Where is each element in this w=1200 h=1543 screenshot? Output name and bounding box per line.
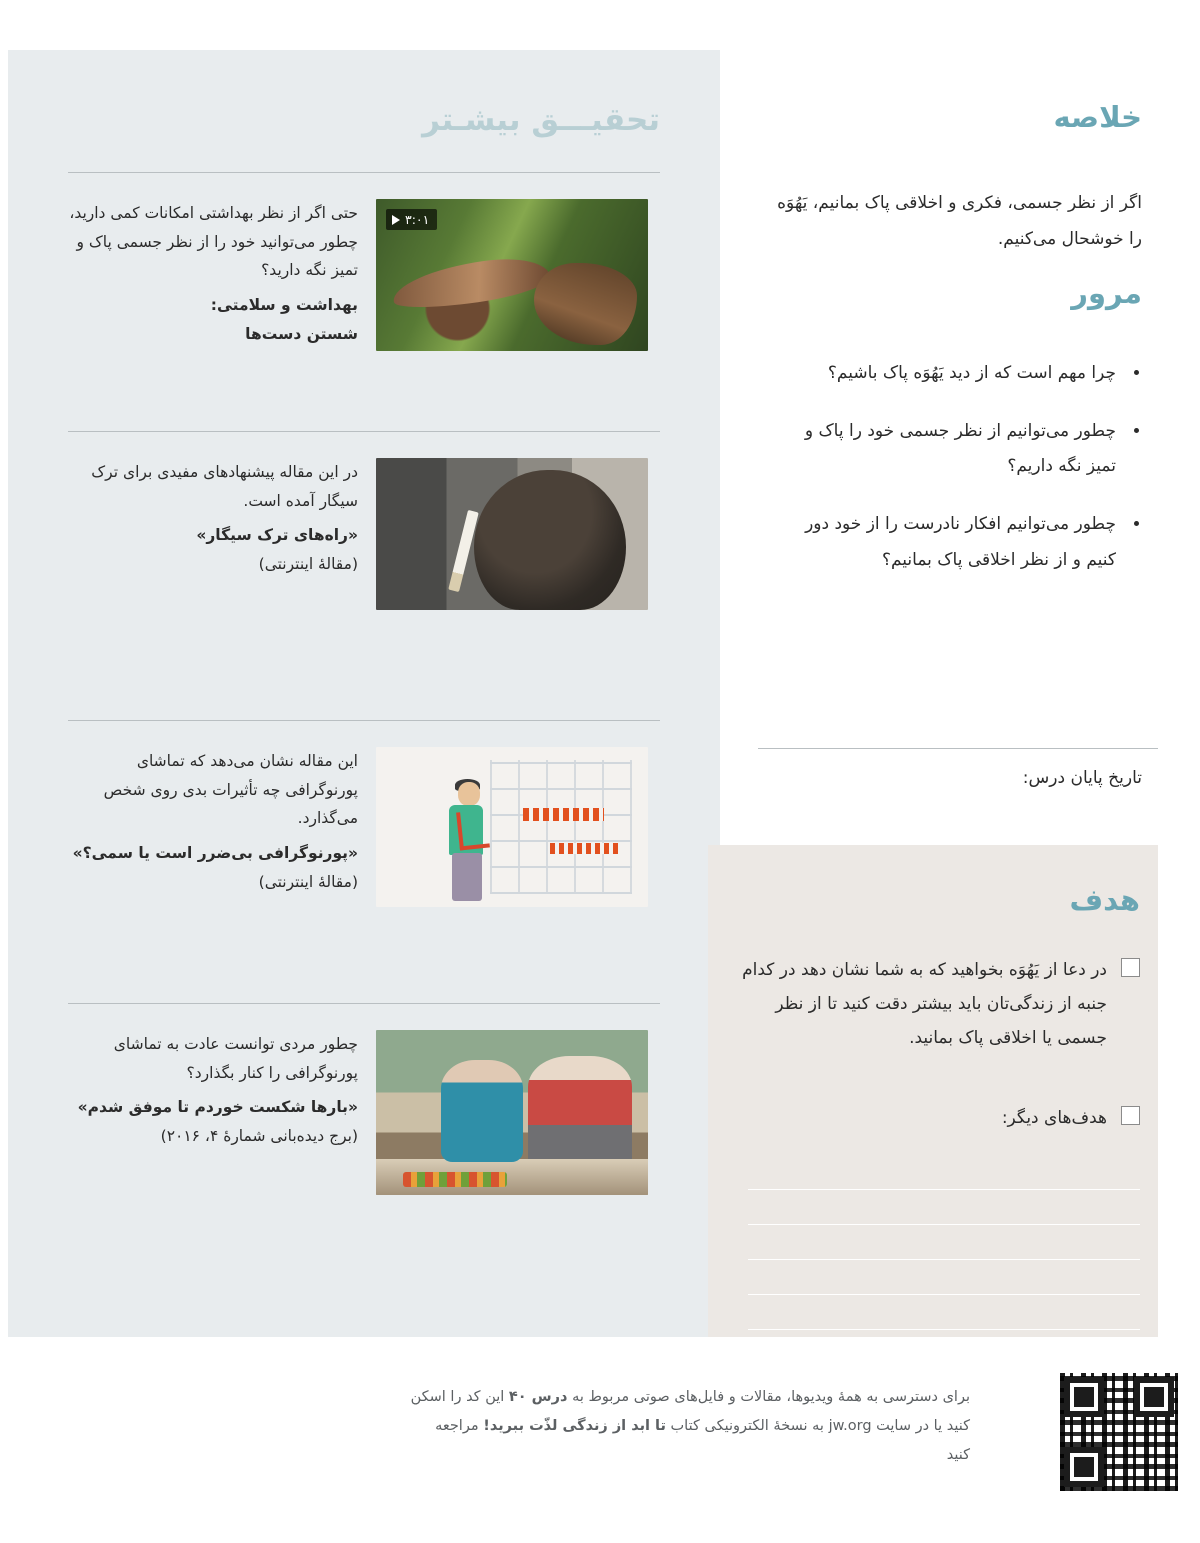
checkbox-icon[interactable]: [1121, 958, 1140, 977]
qr-finder-icon: [1064, 1377, 1104, 1417]
research-item-description: چطور مردی توانست عادت به تماشای پورنوگرافی را کنار بگذارد؟: [113, 1035, 358, 1082]
research-items-list: [8, 172, 720, 1195]
research-item-description: حتی اگر از نظر بهداشتی امکانات کمی دارید، چطور می‌توانید خود را از نظر جسمی پاک و تمیز نگه دارید؟: [69, 204, 358, 280]
couple-cooking-photo[interactable]: [376, 1030, 648, 1195]
research-item-description: در این مقاله پیشنهادهای مفیدی برای ترک سیگار آمده است.: [91, 463, 358, 510]
review-section: [772, 276, 1142, 600]
summary-text: اگر از نظر جسمی، فکری و اخلاقی پاک بمانیم، یَهُوَه را خوشحال می‌کنیم.: [777, 193, 1142, 249]
checkbox-icon[interactable]: [1121, 1106, 1140, 1125]
research-item-text: [68, 1030, 358, 1151]
research-item-source-bold: «پورنوگرافی بی‌ضرر است یا سمی؟»: [72, 844, 358, 863]
qr-finder-icon: [1064, 1447, 1104, 1487]
research-item-media[interactable]: [376, 199, 648, 351]
review-question: • چطور می‌توانیم از نظر جسمی خود را پاک و تمیز نگه داریم؟: [772, 414, 1122, 485]
footer-book-title: تا ابد از زندگی لذّت ببرید!: [483, 1418, 666, 1434]
goal-item-text: در دعا از یَهُوَه بخواهید که به شما نشان دهد در کدام جنبه از زندگی‌تان باید بیشتر دقت کنید تا از نظر جسمی یا اخلاقی پاک بمانید.: [742, 960, 1107, 1048]
research-item-media[interactable]: [376, 458, 648, 610]
summary-heading: خلاصه: [1053, 100, 1142, 134]
footer-text-part-1: برای دسترسی به همهٔ ویدیوها، مقالات و فایل‌های صوتی مربوط به: [567, 1389, 970, 1405]
writing-line[interactable]: [748, 1190, 1140, 1225]
end-date-label: تاریخ پایان درس:: [1022, 768, 1142, 788]
summary-section: [772, 100, 1142, 257]
research-item-source-bold: «راه‌های ترک سیگار»: [196, 526, 358, 545]
review-question: • چرا مهم است که از دید یَهُوَه پاک باشیم؟: [772, 356, 1122, 392]
qr-finder-icon: [1134, 1377, 1174, 1417]
books-row-graphic: [550, 843, 621, 854]
research-item-source-rest: شستن دست‌ها: [245, 324, 358, 343]
research-item[interactable]: [68, 172, 660, 351]
research-item[interactable]: [68, 720, 660, 907]
research-item-source-rest: (مقالهٔ اینترنتی): [258, 555, 358, 574]
writing-line[interactable]: [748, 1260, 1140, 1295]
review-question-list: [772, 356, 1142, 578]
books-row-graphic: [523, 808, 605, 821]
research-item-source-bold: بهداشت و سلامتی:: [210, 296, 358, 315]
research-item-description: این مقاله نشان می‌دهد که تماشای پورنوگرافی چه تأثیرات بدی روی شخص می‌گذارد.: [103, 752, 358, 828]
vegetables-graphic: [403, 1172, 506, 1187]
research-item-media[interactable]: [376, 747, 648, 907]
right-column: [738, 0, 1200, 1543]
writing-line[interactable]: [748, 1295, 1140, 1330]
writing-line[interactable]: [748, 1225, 1140, 1260]
research-item-source-bold: «بارها شکست خوردم تا موفق شدم»: [77, 1098, 358, 1117]
review-question: • چطور می‌توانیم افکار نادرست را از خود دور کنیم و از نظر اخلاقی پاک بمانیم؟: [772, 507, 1122, 578]
research-item-source-rest: (مقالهٔ اینترنتی): [258, 872, 358, 891]
research-section-title: تحقیـــق بیشـتر: [422, 102, 660, 138]
shelf-graphic: [490, 760, 631, 894]
footer-text-part-3: مراجعه کنید: [435, 1418, 970, 1463]
divider: [758, 748, 1158, 749]
review-heading: مرور: [1071, 276, 1142, 310]
research-item-text: [68, 199, 358, 348]
qr-code[interactable]: [1060, 1373, 1178, 1491]
research-panel: [8, 50, 720, 1337]
play-icon: [392, 215, 400, 225]
research-item-text: [68, 458, 358, 579]
goal-heading: هدف: [1069, 883, 1140, 917]
person-head-graphic: [458, 782, 480, 806]
footer-instruction-text: [410, 1383, 970, 1470]
man-at-shelf-illustration[interactable]: [376, 747, 648, 907]
goal-item[interactable]: [730, 1101, 1140, 1135]
video-duration-label: ۳:۰۱: [405, 212, 430, 227]
hands-washing-photo[interactable]: [376, 199, 648, 351]
research-item-media[interactable]: [376, 1030, 648, 1195]
goal-writing-lines[interactable]: [748, 1155, 1140, 1330]
footer: [0, 1373, 1200, 1503]
goal-item[interactable]: [730, 953, 1140, 1055]
goal-item-text: هدف‌های دیگر:: [1001, 1108, 1107, 1128]
research-item[interactable]: [68, 431, 660, 610]
man-with-cigarette-photo[interactable]: [376, 458, 648, 610]
research-item-source-rest: (برج دیده‌بانی شمارهٔ ۴، ۲۰۱۶): [160, 1127, 358, 1146]
video-duration-badge: [386, 209, 437, 230]
footer-text-part-2: این کد را اسکن کنید یا در سایت jw.org به نسخهٔ الکترونیکی کتاب: [410, 1389, 970, 1434]
writing-line[interactable]: [748, 1155, 1140, 1190]
bag-strap-graphic: [456, 810, 490, 851]
research-item-text: [68, 747, 358, 896]
goal-panel: [708, 845, 1158, 1337]
research-item[interactable]: [68, 1003, 660, 1195]
person-legs-graphic: [452, 853, 482, 901]
footer-lesson-number: درس ۴۰: [508, 1389, 568, 1405]
